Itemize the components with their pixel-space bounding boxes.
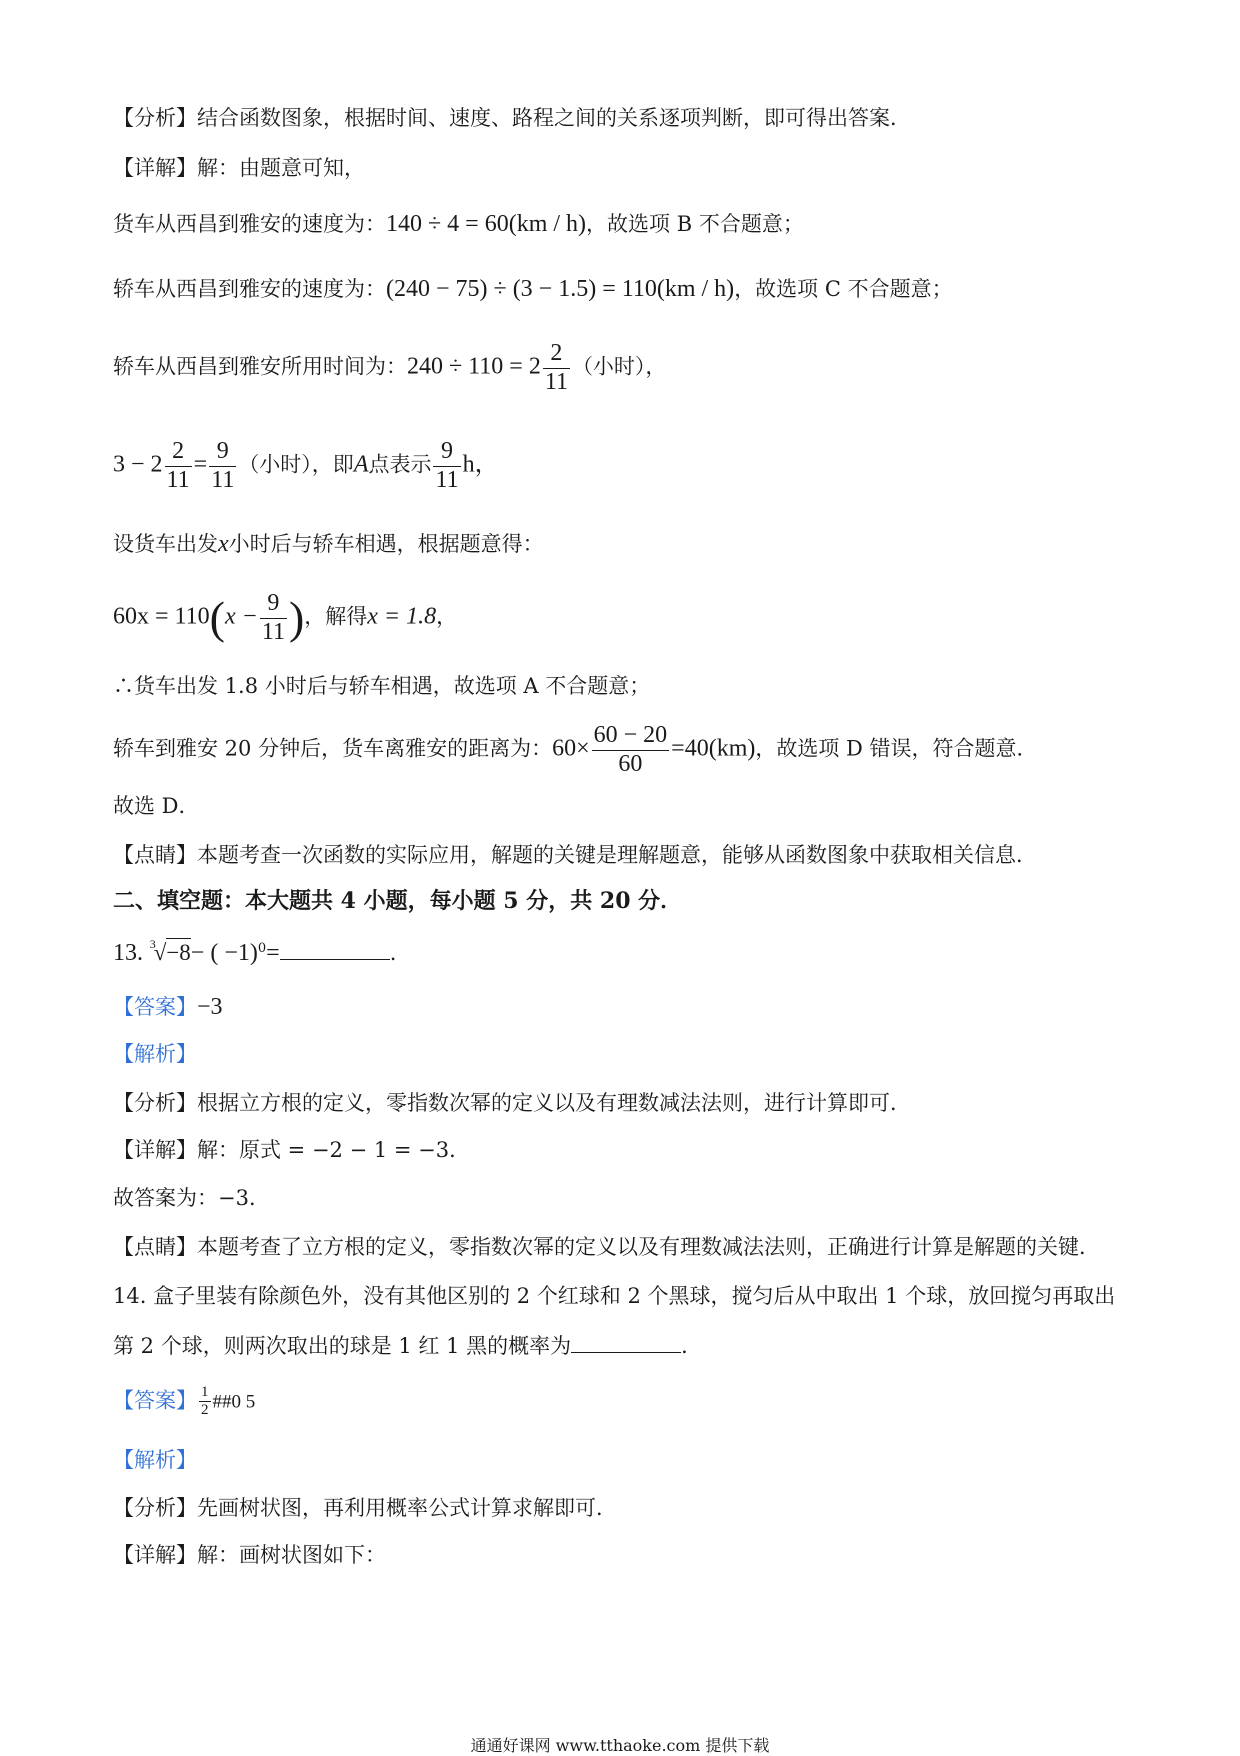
section-heading: 二、填空题：本大题共 4 小题，每小题 5 分，共 20 分． xyxy=(113,888,683,914)
fraction-numerator: 9 xyxy=(209,438,236,467)
fraction-denominator: 11 xyxy=(261,618,285,645)
point-a-mid2: 点表示 xyxy=(368,452,432,477)
car-time-math: 240 ÷ 110 = 2 xyxy=(407,353,541,380)
fraction-numerator: 60 − 20 xyxy=(592,722,670,751)
car-speed-post: ，故选项 C 不合题意； xyxy=(734,277,953,301)
distance-a: 60× xyxy=(552,735,590,762)
distance-post: ，故选项 D 错误，符合题意． xyxy=(755,736,1038,761)
fraction-denominator: 11 xyxy=(435,466,459,493)
setup-pre: 设货车出发 xyxy=(113,532,218,556)
equation-lhs: 60x = 110 xyxy=(113,603,210,630)
detail-tag: 【详解】 xyxy=(113,156,197,180)
truck-speed-post: ，故选项 B 不合题意； xyxy=(586,212,804,236)
page-footer: 通通好课网 www.tthaoke.com 提供下载 xyxy=(470,1736,770,1755)
question-14-line-2 xyxy=(113,1334,702,1357)
question-number: 13. xyxy=(113,940,143,966)
point-a-fraction-1 xyxy=(165,438,192,494)
fraction-denominator: 11 xyxy=(211,466,235,493)
question-14-line-1: 14. 盒子里装有除颜色外，没有其他区别的 2 个红球和 2 个黑球，搅匀后从中取出 1 个球，放回搅匀再取出 xyxy=(113,1284,1116,1308)
analysis-tag: 【分析】 xyxy=(113,106,197,130)
q13-jiexi: 【解析】 xyxy=(113,1042,197,1066)
setup-line xyxy=(113,532,544,556)
distance-fraction xyxy=(592,722,670,778)
distance-line xyxy=(113,722,1038,778)
car-speed-line xyxy=(113,277,953,301)
fraction-numerator: 1 xyxy=(199,1384,211,1402)
point-a-post: h， xyxy=(462,451,499,478)
q13-answer-line xyxy=(113,995,223,1019)
question-13 xyxy=(113,938,396,965)
equation-end: ， xyxy=(436,604,458,629)
point-a-fraction-2 xyxy=(209,438,236,494)
point-a-line xyxy=(113,438,499,494)
analysis-line xyxy=(113,108,911,129)
choose-d-line xyxy=(113,796,200,817)
detail-text: 解：画树状图如下： xyxy=(197,1543,386,1567)
q13-end: . xyxy=(389,941,397,965)
point-a-label: A xyxy=(353,451,369,478)
q13-exponent: 0 xyxy=(257,941,267,956)
q14-end: ． xyxy=(681,1334,703,1358)
q14-line2-text: 第 2 个球，则两次取出的球是 1 红 1 黑的概率为 xyxy=(113,1334,572,1358)
q13-rest: − ( −1) xyxy=(190,940,258,966)
q13-eq: = xyxy=(266,940,280,966)
point-a-fraction-3 xyxy=(433,438,460,494)
remark-text: 本题考查了立方根的定义，零指数次幂的定义以及有理数减法法则，正确进行计算是解题的关键． xyxy=(197,1235,1100,1259)
truck-speed-pre: 货车从西昌到雅安的速度为： xyxy=(113,212,386,236)
detail-line xyxy=(113,158,365,179)
right-paren: ) xyxy=(288,592,305,644)
detail-text: 解：原式 = −2 − 1 = −3． xyxy=(197,1138,471,1162)
analysis-tag: 【分析】 xyxy=(113,1091,197,1115)
q13-final-answer: 故答案为：−3． xyxy=(113,1186,270,1210)
left-paren: ( xyxy=(209,592,225,644)
truck-speed-line xyxy=(113,212,804,236)
answer-tag: 【答案】 xyxy=(113,995,197,1019)
conclusion-a-line xyxy=(113,676,650,697)
remark-tag: 【点睛】 xyxy=(113,843,197,867)
equation-post: ，解得 xyxy=(304,604,368,629)
root-index: 3 xyxy=(149,937,156,951)
detail-tag: 【详解】 xyxy=(113,1543,197,1567)
radicand: −8 xyxy=(166,940,191,965)
equation-line xyxy=(113,590,457,646)
car-time-pre: 轿车从西昌到雅安所用时间为： xyxy=(113,354,407,379)
answer-blank xyxy=(571,1334,681,1353)
point-a-expr: 3 − 2 xyxy=(113,451,163,478)
q13-detail-line xyxy=(113,1140,470,1161)
equation-solution: x = 1.8 xyxy=(367,603,437,630)
setup-var: x xyxy=(218,531,229,557)
q14-detail-line xyxy=(113,1545,386,1566)
equation-inner: x − xyxy=(224,603,258,630)
analysis-text: 结合函数图象，根据时间、速度、路程之间的关系逐项判断，即可得出答案． xyxy=(197,106,911,130)
analysis-text: 先画树状图，再利用概率公式计算求解即可． xyxy=(197,1496,617,1520)
car-speed-pre: 轿车从西昌到雅安的速度为： xyxy=(113,277,386,301)
detail-tag: 【详解】 xyxy=(113,1138,197,1162)
fraction-numerator: 9 xyxy=(260,590,287,619)
setup-post: 小时后与轿车相遇，根据题意得： xyxy=(228,532,544,556)
point-a-mid: （小时），即 xyxy=(238,452,354,477)
q14-analysis-line xyxy=(113,1498,617,1519)
answer-blank xyxy=(280,941,390,960)
distance-b: =40 xyxy=(671,735,709,762)
car-speed-math: (240 − 75) ÷ (3 − 1.5) = 110(km / h) xyxy=(386,276,735,302)
fraction-numerator: 2 xyxy=(165,438,192,467)
cube-root: $^3$√−8 xyxy=(149,937,191,965)
q14-answer-line xyxy=(113,1384,255,1420)
remark-tag: 【点睛】 xyxy=(113,1235,197,1259)
analysis-text: 根据立方根的定义，零指数次幂的定义以及有理数减法法则，进行计算即可． xyxy=(197,1091,911,1115)
fraction-numerator: 9 xyxy=(433,438,460,467)
distance-pre: 轿车到雅安 20 分钟后，货车离雅安的距离为： xyxy=(113,736,553,761)
fraction-denominator: 2 xyxy=(201,1402,209,1419)
car-time-line xyxy=(113,340,666,396)
fraction-denominator: 11 xyxy=(166,466,190,493)
q13-remark-line xyxy=(113,1237,1100,1258)
q14-answer-fraction xyxy=(199,1384,211,1420)
car-time-post: （小时）， xyxy=(571,354,667,379)
remark-text: 本题考查一次函数的实际应用，解题的关键是理解题意，能够从函数图象中获取相关信息． xyxy=(197,843,1037,867)
equation-fraction xyxy=(260,590,287,646)
detail-text: 解：由题意可知， xyxy=(197,156,365,180)
q14-answer-rest: ##0 5 xyxy=(212,1391,256,1413)
truck-speed-math: 140 ÷ 4 = 60(km / h) xyxy=(386,211,587,237)
fraction-numerator: 2 xyxy=(543,340,570,369)
analysis-tag: 【分析】 xyxy=(113,1496,197,1520)
q13-analysis-line xyxy=(113,1093,911,1114)
remark-line xyxy=(113,845,1037,866)
conclusion-a-text: ∴货车出发 1.8 小时后与轿车相遇，故选项 A 不合题意； xyxy=(113,674,651,698)
fraction-denominator: 11 xyxy=(544,368,568,395)
answer-tag: 【答案】 xyxy=(113,1388,197,1413)
distance-unit: (km) xyxy=(708,735,756,762)
choose-d-text: 故选 D． xyxy=(113,794,200,818)
car-time-fraction xyxy=(543,340,570,396)
q13-answer: −3 xyxy=(197,994,223,1020)
fraction-denominator: 60 xyxy=(618,750,643,777)
q14-jiexi: 【解析】 xyxy=(113,1448,197,1472)
point-a-eq: = xyxy=(193,451,208,478)
